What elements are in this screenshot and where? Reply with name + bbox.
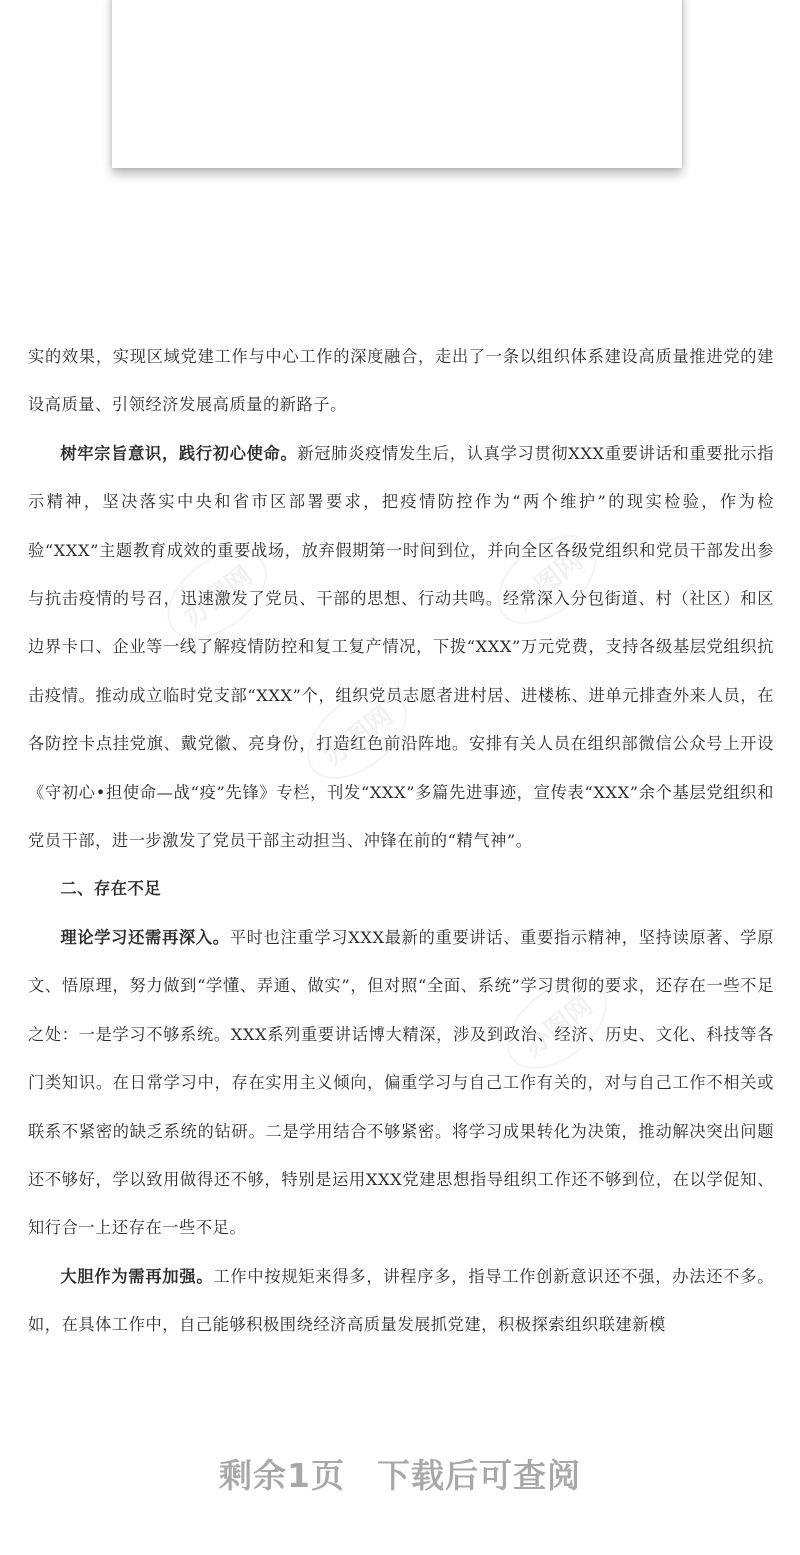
paragraph-text: 工作中按规矩来得多，讲程序多，指导工作创新意识还不强，办法还不多。如，在具体工作中，自己能够积极围绕经济高质量发展抓党建，积极探索组织联建新模 — [28, 1266, 774, 1335]
watermark: 办图网 — [291, 672, 423, 797]
watermark: 办图网 — [151, 532, 283, 657]
section-heading: 二、存在不足 — [60, 879, 162, 899]
preview-page-card — [112, 0, 682, 168]
watermark: 办图网 — [481, 517, 613, 642]
paragraph-theory-study — [28, 914, 774, 1253]
paragraph-text: 新冠肺炎疫情发生后，认真学习贯彻XXX重要讲话和重要批示指示精神，坚决落实中央和省市区部署要求，把疫情防控作为“两个维护”的现实检验，作为检验“XXX”主题教育成效的重要战场，放弃假期第一时间到位，并向全区各级党组织和党员干部发出参与抗击疫情的号召，迅速激发了党员、干部的思想、行动共鸣。经常深入分包街道、村（社区）和区边界卡口、企业等一线了解疫情防控和复工复产情况，下拨“XXX”万元党费，支持各级基层党组织抗击疫情。推动成立临时党支部“XXX”个，组织党员志愿者进村居、进楼栋、进单元排查外来人员，在各防控卡点挂党旗、戴党徽、亮身份，打造红色前沿阵地。安排有关人员在组织部微信公众号上开设《守初心•担使命—战“疫”先锋》专栏，刊发“XXX”多篇先进事迹，宣传表“XXX”余个基层党组织和党员干部，进一步激发了党员干部主动担当、冲锋在前的“精气神”。 — [28, 443, 774, 851]
remaining-pages-label: 剩余1页 — [219, 1456, 345, 1495]
watermark: 办图网 — [491, 962, 623, 1087]
download-to-view-banner[interactable] — [0, 1450, 800, 1497]
paragraph-bold-action — [28, 1253, 774, 1350]
paragraph-continuation: 实的效果，实现区域党建工作与中心工作的深度融合，走出了一条以组织体系建设高质量推进党的建设高质量、引领经济发展高质量的新路子。 — [28, 347, 774, 415]
article-body — [28, 333, 774, 1350]
download-to-view-label: 下载后可查阅 — [376, 1456, 581, 1495]
paragraph-lead: 理论学习还需再深入。 — [60, 927, 230, 947]
paragraph-lead: 大胆作为需再加强。 — [60, 1266, 214, 1286]
paragraph-lead: 树牢宗旨意识，践行初心使命。 — [60, 443, 298, 463]
paragraph-purpose — [28, 430, 774, 866]
paragraph-text: 平时也注重学习XXX最新的重要讲话、重要指示精神，坚持读原著、学原文、悟原理，努力做到“学懂、弄通、做实”，但对照“全面、系统”学习贯彻的要求，还存在一些不足之处：一是学习不够系统。XXX系列重要讲话博大精深，涉及到政治、经济、历史、文化、科技等各门类知识。在日常学习中，存在实用主义倾向，偏重学习与自己工作有关的，对与自己工作不相关或联系不紧密的缺乏系统的钻研。二是学用结合不够紧密。将学习成果转化为决策，推动解决突出问题还不够好，学以致用做得还不够，特别是运用XXX党建思想指导组织工作还不够到位，在以学促知、知行合一上还存在一些不足。 — [28, 927, 774, 1238]
